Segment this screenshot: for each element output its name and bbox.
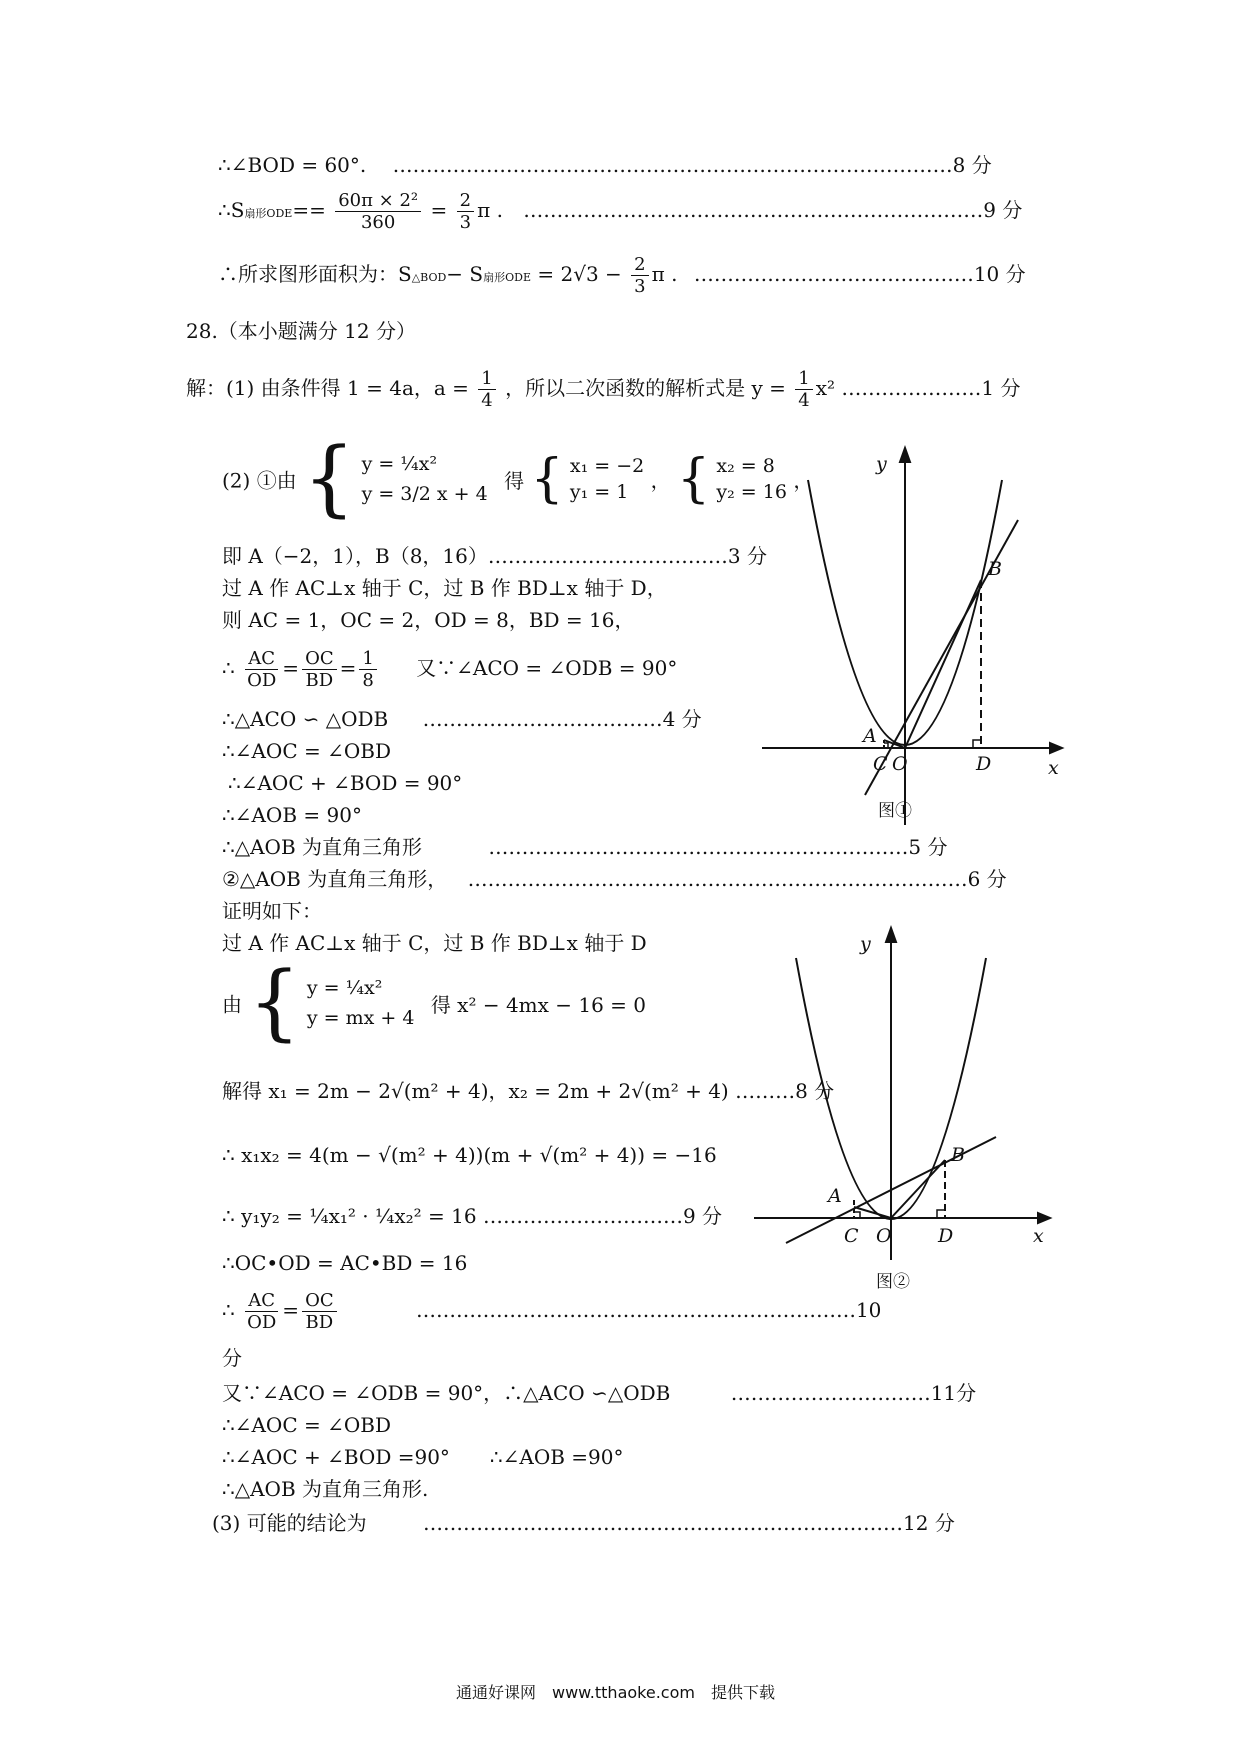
line-part2-2: [222, 866, 1007, 892]
fig2-label-x: x: [1033, 1225, 1044, 1247]
fig2-label-b: B: [951, 1144, 965, 1166]
fig1-label-d: D: [976, 753, 992, 775]
sys1-eq1: y = ¼x²: [361, 453, 438, 475]
fig2-label-o: O: [876, 1225, 892, 1247]
text-p1b: ，所以二次函数的解析式是 y =: [505, 376, 786, 400]
line-perpendiculars: 过 A 作 AC⊥x 轴于 C，过 B 作 BD⊥x 轴于 D，: [222, 576, 667, 600]
fraction-quarter-2: [795, 368, 812, 411]
score-12: ………………………………………………………………12 分: [423, 1511, 955, 1535]
fig1-label-o: O: [892, 753, 908, 775]
text-similar-1: ∴△ACO ∽ △ODB: [222, 707, 389, 731]
fraction-quarter: [478, 368, 495, 411]
fig1-caption: 图①: [878, 801, 912, 821]
text-x-squared: x²: [815, 376, 835, 400]
frac-p1-num: 1: [478, 368, 495, 390]
frac-p1-den: 4: [481, 390, 493, 411]
score-4: ………………………………4 分: [422, 707, 702, 731]
sub-sector-ode-2: 扇形ODE: [483, 271, 531, 284]
frac-num: 60π × 2²: [335, 190, 421, 212]
fig1-label-x: x: [1048, 757, 1059, 779]
score-8: …………………………………………………………………………8 分: [392, 153, 992, 177]
score-10a: ……………………………………10 分: [693, 262, 1026, 286]
line-similar-1: [222, 706, 702, 732]
frac-num2: 2: [457, 190, 474, 212]
fig2-label-d: D: [938, 1225, 954, 1247]
frac-den: 360: [360, 212, 396, 233]
sys1-eq2: y = 3/2 x + 4: [361, 483, 488, 505]
frac-od: OD: [247, 670, 277, 691]
text-fen: 分: [222, 1346, 242, 1370]
frac-p1-num2: 1: [795, 368, 812, 390]
fig2-right-angle-d: [937, 1210, 945, 1218]
line-sum-90-2: ∴∠AOC + ∠BOD =90° ∴∠AOB =90°: [222, 1445, 624, 1469]
line-lengths: 则 AC = 1，OC = 2，OD = 8，BD = 16，: [222, 608, 635, 632]
fig1-label-a: A: [863, 725, 877, 747]
fig2-y-arrow: [886, 928, 896, 942]
line-part2-system: (2) ①由 { y = ¼x² y = 3/2 x + 4 得 { x₁ = −2 y₁ = 1 ， { x₂ = 8 y₂ = 16 ，: [222, 431, 814, 526]
text-p2-lead: (2) ①由: [222, 468, 297, 493]
sub-bod: △BOD: [411, 271, 447, 284]
sol2-x: x₂ = 8: [716, 455, 775, 477]
line-part3: [212, 1510, 955, 1536]
line-system-2: [222, 955, 647, 1050]
solution-1: [570, 455, 644, 503]
text-pi-b: π .: [651, 262, 678, 286]
fig1-label-y: y: [876, 453, 887, 475]
line-aoc-obd: ∴∠AOC = ∠OBD: [222, 739, 391, 763]
score-1: …………………1 分: [841, 376, 1021, 400]
question-28-heading: 28.（本小题满分 12 分）: [186, 319, 416, 343]
system-1: [362, 453, 488, 505]
frac-den3: 3: [634, 276, 646, 297]
fig2-label-c: C: [844, 1225, 859, 1247]
line-product-x: ∴ x₁x₂ = 4(m − √(m² + 4))(m + √(m² + 4)) = −16: [222, 1143, 717, 1167]
line-oc-od: ∴OC•OD = AC•BD = 16: [222, 1251, 468, 1275]
text-quadratic: 得 x² − 4mx − 16 = 0: [430, 992, 647, 1017]
figure-2: [748, 920, 1068, 1295]
score-5: ………………………………………………………5 分: [488, 835, 948, 859]
line-bod-60: [218, 152, 992, 178]
line-roots: 解得 x₁ = 2m − 2√(m² + 4)，x₂ = 2m + 2√(m² + 4) ………8 分: [222, 1079, 835, 1103]
sol1-x: x₁ = −2: [569, 455, 645, 477]
line-proof: 证明如下：: [222, 899, 322, 923]
brace-sol1: {: [530, 449, 564, 509]
line-perpendiculars-2: 过 A 作 AC⊥x 轴于 C，过 B 作 BD⊥x 轴于 D: [222, 931, 647, 955]
frac-oc: OC: [302, 648, 337, 670]
line-similar-2: [222, 1380, 976, 1406]
line-aob-90: ∴∠AOB = 90°: [222, 803, 362, 827]
line-right-triangle-1: [222, 834, 947, 860]
frac-ac: AC: [245, 648, 278, 670]
score-11: …………………………11分: [730, 1381, 977, 1405]
sys2-eq1: y = ¼x²: [306, 977, 383, 999]
text-part2-2: ②△AOB 为直角三角形，: [222, 867, 448, 891]
line-right-triangle-2: ∴△AOB 为直角三角形.: [222, 1477, 429, 1501]
frac-1: 1: [359, 648, 376, 670]
fig2-caption: 图②: [876, 1272, 910, 1292]
fig1-right-angle-d: [973, 740, 981, 748]
fig1-y-arrow: [900, 448, 910, 462]
brace-sys2: {: [248, 955, 301, 1050]
text-right-triangle-1: ∴△AOB 为直角三角形: [222, 835, 422, 859]
text-part3: (3) 可能的结论为: [212, 1511, 367, 1535]
text-similar-2: 又∵∠ACO = ∠ODB = 90°，∴△ACO ∽△ODB: [222, 1381, 671, 1405]
text-you: 由: [222, 992, 242, 1017]
sys2-eq2: y = mx + 4: [306, 1007, 415, 1029]
text-de: 得: [504, 468, 525, 493]
frac-num3: 2: [631, 254, 648, 276]
score-9: ……………………………………………………………9 分: [523, 198, 1023, 222]
text-eq: ==: [292, 198, 326, 222]
sol1-y: y₁ = 1: [569, 481, 629, 503]
fraction-ac-od: [244, 648, 279, 691]
fraction-two-thirds-b: [631, 254, 648, 297]
text-pi: π .: [477, 198, 503, 222]
text-bod-60: ∴∠BOD = 60°.: [218, 153, 367, 177]
text-s: ∴S: [218, 198, 245, 222]
fig1-label-c: C: [873, 753, 888, 775]
fig1-label-b: B: [988, 558, 1002, 580]
brace-left: {: [303, 431, 356, 526]
fig2-label-a: A: [828, 1185, 842, 1207]
text-total-area: ∴所求图形面积为：S: [218, 262, 412, 286]
line-sector-area: [218, 190, 1022, 233]
score-6: …………………………………………………………………6 分: [467, 867, 1007, 891]
line-total-area: [218, 254, 1026, 297]
frac-den2: 3: [459, 212, 472, 233]
frac-8: 8: [362, 670, 374, 691]
fig1-segment-ob: [905, 580, 981, 748]
brace-sol2: {: [676, 449, 711, 509]
fraction-oc-bd-2: $\frac{OC}{BD}$: [302, 1290, 337, 1333]
text-minus-s: − S: [446, 262, 484, 286]
line-ratio: ∴ $\frac{AC}{OD}$ = $\frac{OC}{BD}$ = $\frac{1}{8}$ 又∵∠ACO = ∠ODB = 90°: [222, 648, 678, 691]
line-ratio-2: ∴ $\frac{AC}{OD}$ = $\frac{OC}{BD}$ …………………………………………………………10: [222, 1290, 882, 1333]
fig2-label-y: y: [860, 933, 871, 955]
footer-source: 通通好课网 www.tthaoke.com 提供下载: [456, 1683, 775, 1702]
text-2root3: = 2√3 −: [537, 262, 622, 286]
line-product-y: ∴ y₁y₂ = ¼x₁² · ¼x₂² = 16 …………………………9 分: [222, 1204, 723, 1228]
text-p1a: 解：(1) 由条件得 1 = 4a，a =: [186, 376, 469, 400]
fig2-x-arrow: [1038, 1213, 1050, 1223]
frac-p1-den2: 4: [798, 390, 810, 411]
fraction-ac-od-2: $\frac{AC}{OD}$: [247, 1290, 277, 1333]
line-part1: [186, 368, 1020, 411]
fraction-one-eighth: [359, 648, 376, 691]
line-sum-90: ∴∠AOC + ∠BOD = 90°: [228, 771, 463, 795]
text-right-angles: 又∵∠ACO = ∠ODB = 90°: [416, 656, 678, 680]
text-eq2: =: [430, 198, 448, 222]
system-2: [307, 977, 415, 1029]
sub-sector-ode: 扇形ODE: [244, 207, 293, 220]
fraction-oc-bd: [302, 648, 337, 691]
line-points-ab: 即 A（−2，1），B（8，16）………………………………3 分: [222, 544, 767, 568]
sol2-y: y₂ = 16: [716, 481, 787, 503]
fig1-x-arrow: [1050, 743, 1062, 753]
frac-bd: BD: [305, 670, 334, 691]
fraction-sector: [335, 190, 421, 233]
figure-1: [750, 440, 1070, 835]
line-aoc-obd-2: ∴∠AOC = ∠OBD: [222, 1413, 391, 1437]
fraction-two-thirds: [457, 190, 474, 233]
score-10: …………………………………………………………10: [415, 1298, 882, 1322]
